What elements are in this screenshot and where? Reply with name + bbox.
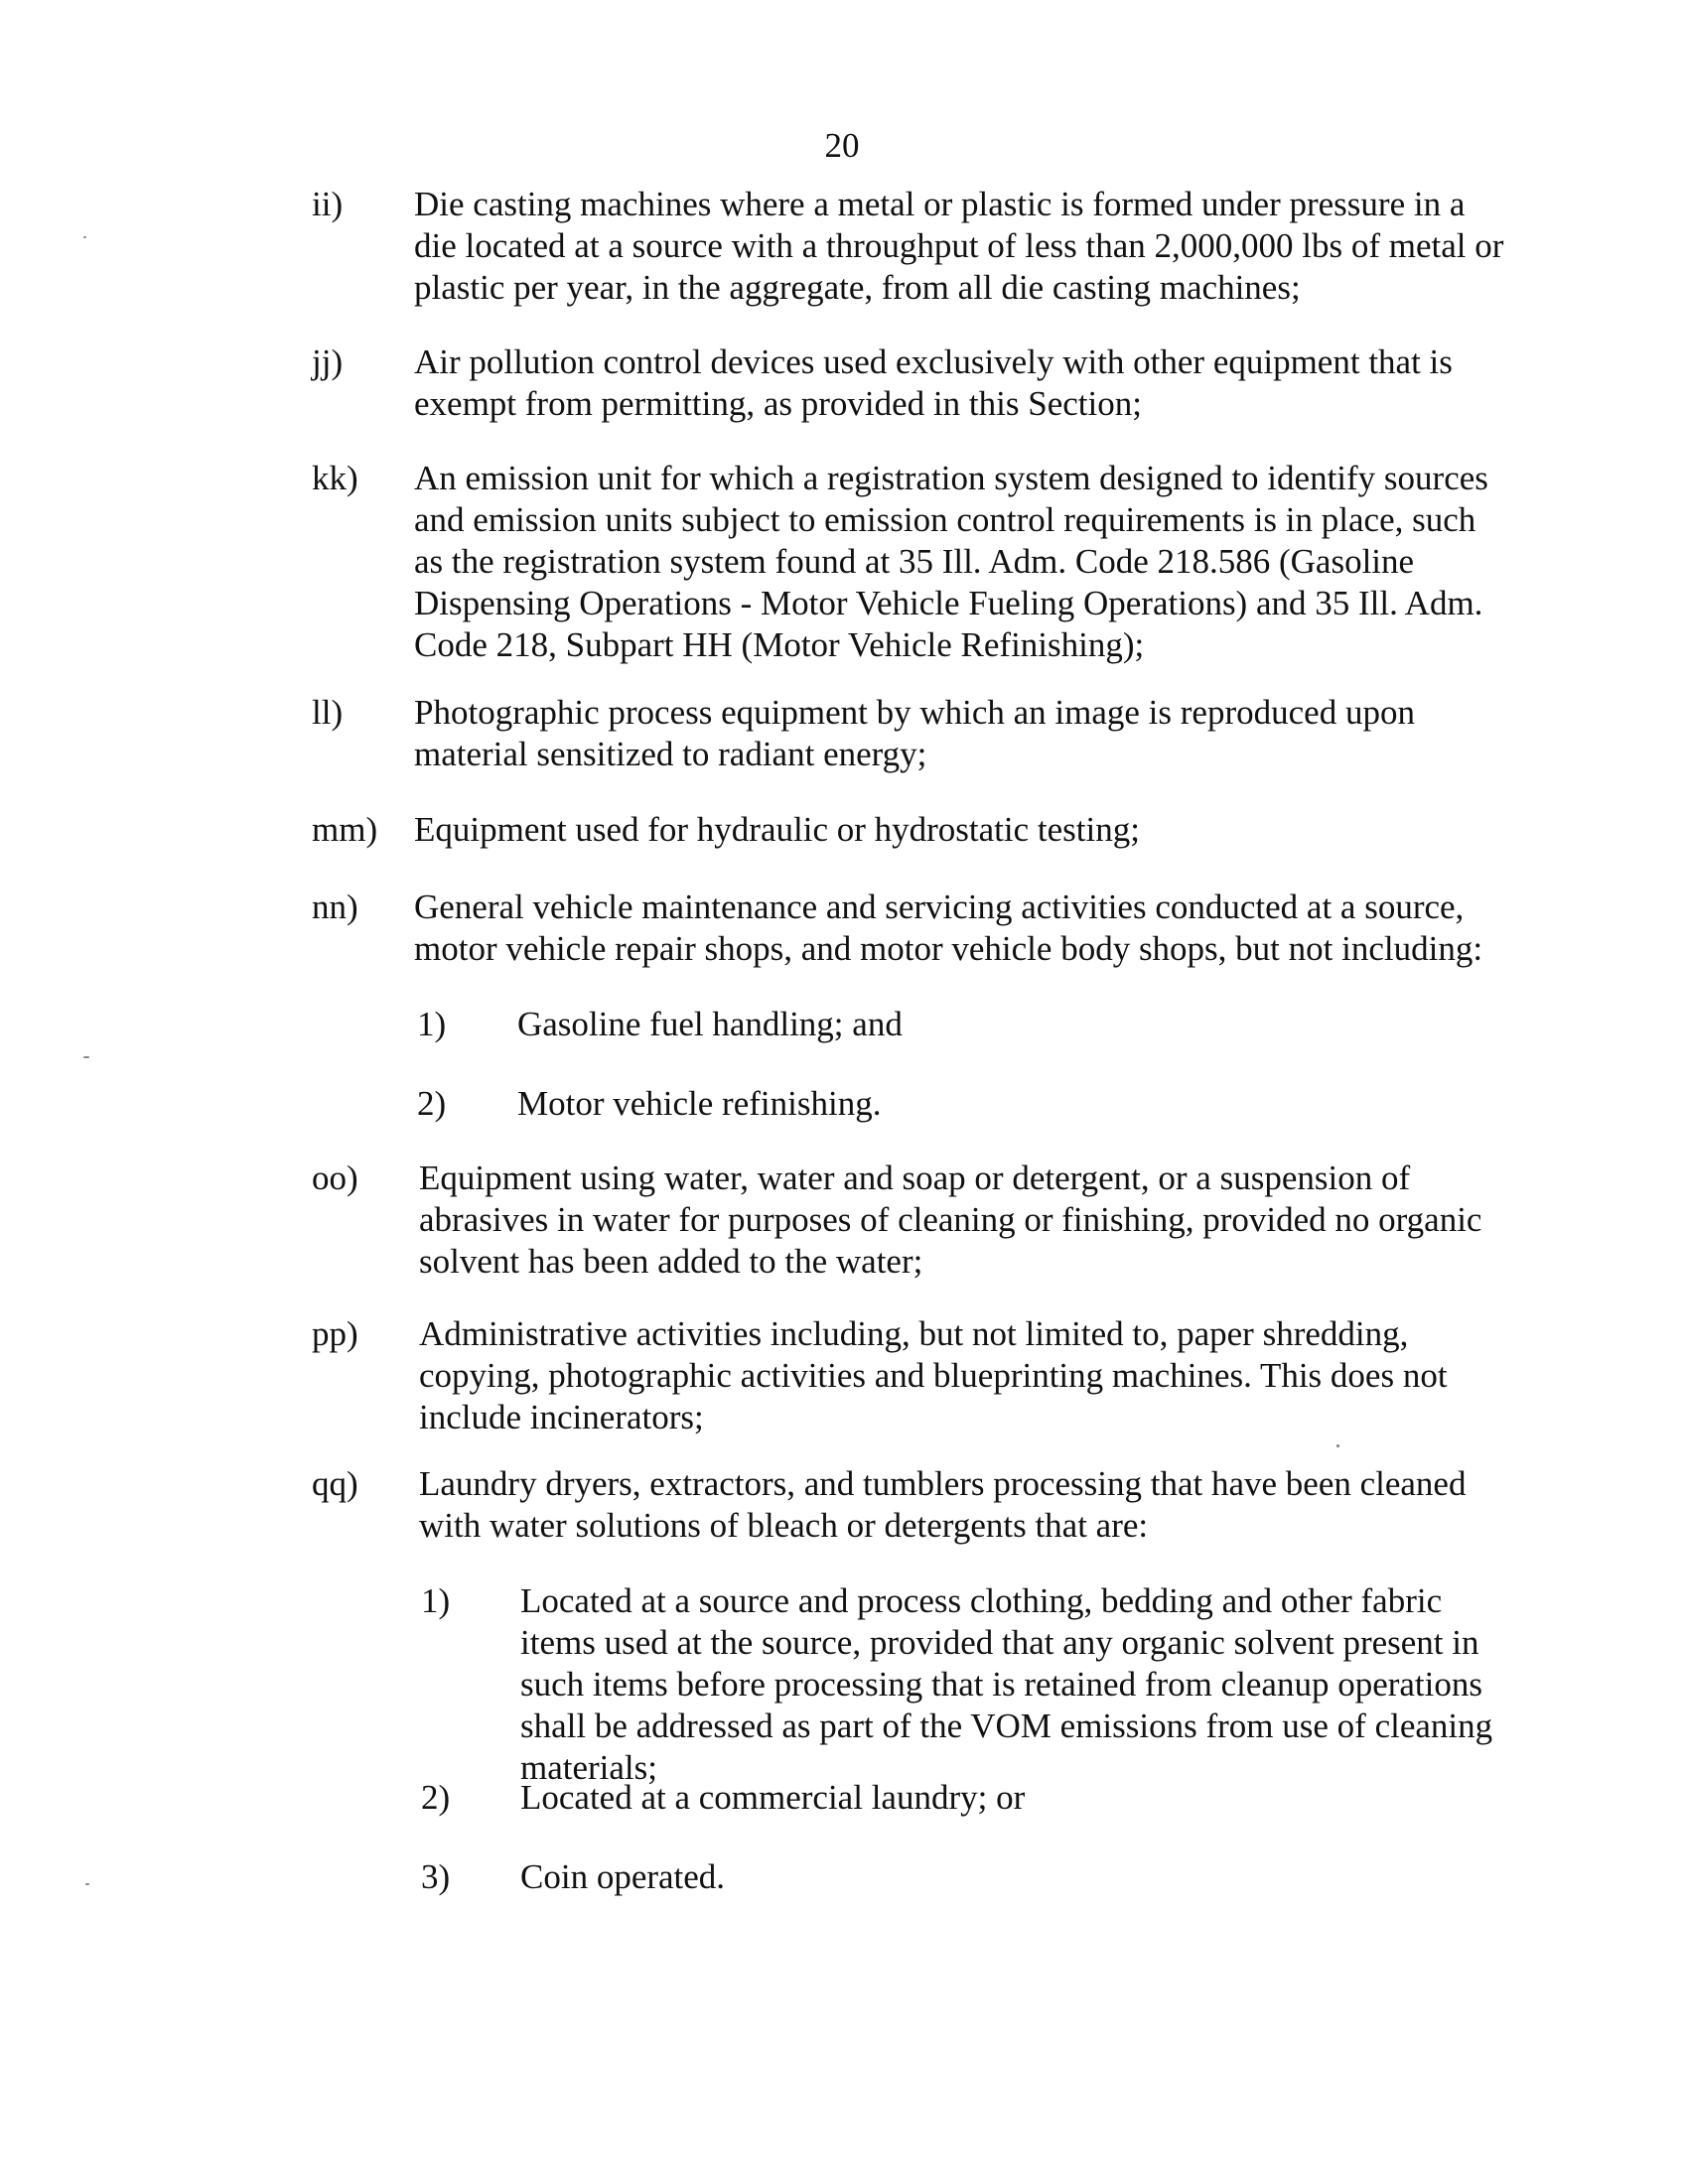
item-text: Air pollution control devices used exclusively with other equipment that is exempt from permitting, as provided in this Section; xyxy=(414,342,1453,423)
scan-speck xyxy=(83,236,86,238)
item-label: oo) xyxy=(312,1159,358,1197)
sub-item-text: Located at a commercial laundry; or xyxy=(520,1778,1026,1817)
sub-item-label: 3) xyxy=(421,1857,451,1896)
scan-speck xyxy=(83,1056,89,1058)
item-text: Laundry dryers, extractors, and tumblers processing that have been cleaned with water solutions of bleach or detergents that are: xyxy=(419,1464,1467,1545)
item-text: Photographic process equipment by which an image is reproduced upon material sensitized to radiant energy; xyxy=(414,693,1415,773)
page-number: 20 xyxy=(824,126,860,165)
item-text: Administrative activities including, but not limited to, paper shredding, copying, photographic activities and blueprinting machines. This does not include incinerators; xyxy=(419,1314,1448,1436)
item-text: Equipment using water, water and soap or detergent, or a suspension of abrasives in water for purposes of cleaning or finishing, provided no organic solvent has been added to the water; xyxy=(419,1159,1482,1281)
item-label: pp) xyxy=(312,1314,358,1353)
sub-item-text: Motor vehicle refinishing. xyxy=(517,1084,882,1123)
item-label: qq) xyxy=(312,1464,358,1503)
sub-item-label: 1) xyxy=(421,1581,451,1620)
item-label: kk) xyxy=(312,459,358,497)
sub-item-label: 2) xyxy=(421,1778,451,1817)
sub-item-text: Coin operated. xyxy=(520,1857,726,1896)
item-label: mm) xyxy=(312,810,378,849)
item-text: An emission unit for which a registration system designed to identify sources and emission units subject to emission control requirements is in place, such as the registration system found at 35 Ill. Adm. Code 218.586 (Gasoline Dispensing Operations - Motor Vehicle Fueling Operations) and 35 Ill. Adm. Code 218, Subpart HH (Motor Vehicle Refinishing); xyxy=(414,459,1488,664)
item-text: General vehicle maintenance and servicing activities conducted at a source, motor vehicle repair shops, and motor vehicle body shops, but not including: xyxy=(414,887,1483,968)
sub-item-label: 2) xyxy=(417,1084,447,1123)
sub-item-text: Located at a source and process clothing, bedding and other fabric items used at the source, provided that any organic solvent present in such items before processing that is retained from cleanup operations shall be addressed as part of the VOM emissions from use of cleaning materials; xyxy=(520,1581,1493,1787)
scan-speck xyxy=(1336,1444,1339,1447)
item-text: Equipment used for hydraulic or hydrostatic testing; xyxy=(414,810,1140,849)
sub-item-label: 1) xyxy=(417,1005,447,1043)
item-label: ll) xyxy=(312,693,344,732)
item-label: ii) xyxy=(312,185,344,223)
item-label: nn) xyxy=(312,887,358,926)
sub-item-text: Gasoline fuel handling; and xyxy=(517,1005,903,1043)
item-text: Die casting machines where a metal or plastic is formed under pressure in a die located at a source with a throughput of less than 2,000,000 lbs of metal or plastic per year, in the aggregate, from all die casting machines; xyxy=(414,185,1504,307)
scan-speck xyxy=(85,1883,89,1885)
item-label: jj) xyxy=(312,342,344,381)
